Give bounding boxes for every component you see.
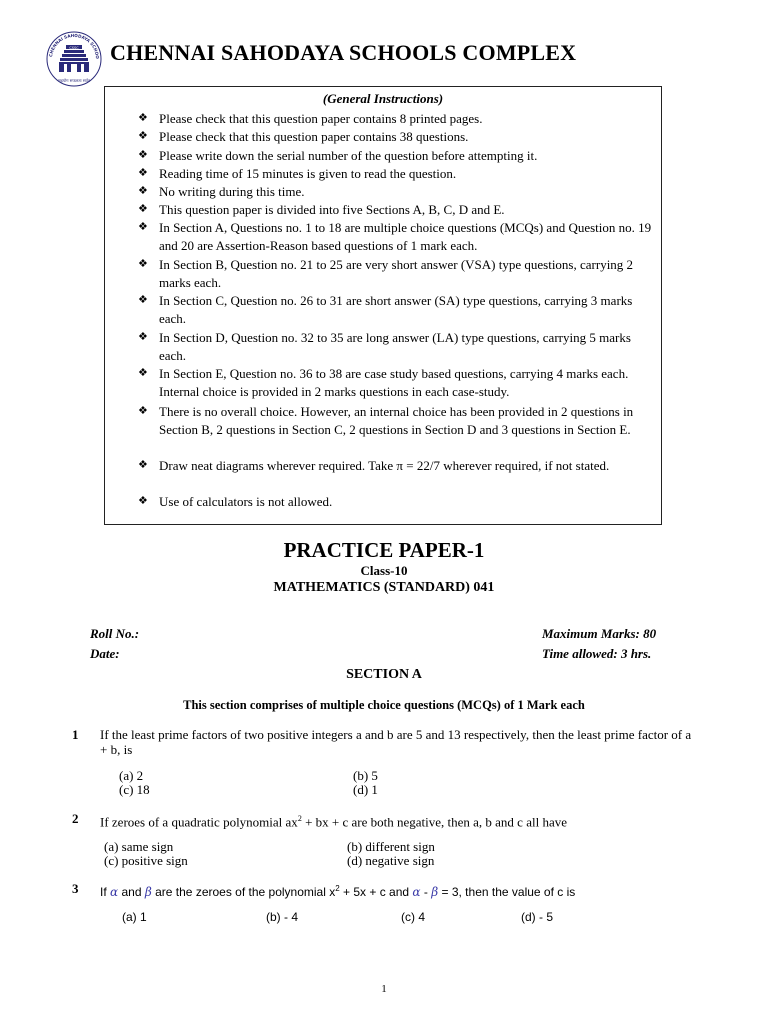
instruction-item: ❖ No writing during this time. bbox=[138, 184, 305, 199]
time-allowed: Time allowed: 3 hrs. bbox=[542, 646, 652, 661]
instructions-box bbox=[104, 86, 662, 525]
alpha-symbol: α bbox=[412, 885, 421, 899]
alpha-symbol: α bbox=[110, 885, 119, 899]
svg-text:CHENNAI SAHODAYA SCHOOLS COMPL: CHENNAI SAHODAYA SCHOO bbox=[48, 32, 101, 60]
option-a: (a) same sign bbox=[104, 839, 174, 854]
bullet-icon: ❖ bbox=[138, 405, 148, 417]
school-logo bbox=[44, 29, 104, 89]
option-c: (c) positive sign bbox=[104, 853, 188, 868]
instruction-item: ❖ Reading time of 15 minutes is given to read the question. bbox=[138, 166, 457, 181]
bullet-icon: ❖ bbox=[138, 203, 148, 215]
instruction-item: ❖ In Section A, Questions no. 1 to 18 are multiple choice questions (MCQs) and Question no. 19 and 20 are Assertion-Reason based questions of 1 mark each. bbox=[138, 220, 652, 253]
option-d: (d) - 5 bbox=[521, 910, 554, 924]
option-b: (b) 5 bbox=[353, 768, 378, 783]
section-description: This section comprises of multiple choice questions (MCQs) of 1 Mark each bbox=[183, 698, 585, 712]
instructions-heading: (General Instructions) bbox=[322, 91, 444, 106]
instruction-item: ❖ In Section C, Question no. 26 to 31 are short answer (SA) type questions, carrying 3 marks each. bbox=[138, 293, 633, 326]
svg-text:सहयोग सफलता सर्वत्र: सहयोग सफलता सर्वत्र bbox=[58, 78, 90, 83]
bullet-icon: ❖ bbox=[138, 149, 148, 161]
instruction-item: ❖ There is no overall choice. However, an internal choice has been provided in 2 questions in Section B, 2 questions in Section C, 2 questions in Section D and 3 questions in Section E. bbox=[138, 404, 634, 437]
bullet-icon: ❖ bbox=[138, 112, 148, 124]
option-c: (c) 18 bbox=[119, 782, 150, 797]
option-a: (a) 1 bbox=[122, 910, 147, 924]
bullet-icon: ❖ bbox=[138, 495, 148, 507]
paper-title: PRACTICE PAPER-1 bbox=[283, 538, 485, 562]
beta-symbol: β bbox=[431, 885, 439, 899]
max-marks: Maximum Marks: 80 bbox=[542, 626, 657, 641]
beta-symbol: β bbox=[144, 885, 152, 899]
question-text: If zeroes of a quadratic polynomial $ax^2$ + bx + c are both negative, then a, b and c all have bbox=[100, 814, 567, 830]
bullet-icon: ❖ bbox=[138, 167, 148, 179]
section-title: SECTION A bbox=[346, 667, 422, 682]
instruction-item: ❖ In Section D, Question no. 32 to 35 are long answer (LA) type questions, carrying 5 marks each. bbox=[138, 330, 631, 363]
question-text: If the least prime factors of two positive integers a and b are 5 and 13 respectively, then the least prime factor of a + b, is bbox=[100, 727, 692, 757]
option-a: (a) 2 bbox=[119, 768, 144, 783]
option-b: (b) different sign bbox=[347, 839, 435, 854]
svg-text:CSSC: CSSC bbox=[69, 46, 79, 50]
option-d: (d) 1 bbox=[353, 782, 378, 797]
instruction-item: ❖ Use of calculators is not allowed. bbox=[138, 494, 333, 509]
option-b: (b) - 4 bbox=[266, 910, 299, 924]
instruction-item: ❖ Draw neat diagrams wherever required. Take π = 22/7 wherever required, if not stated. bbox=[138, 458, 610, 473]
instruction-item: ❖ Please write down the serial number of the question before attempting it. bbox=[138, 148, 538, 163]
instruction-item: ❖ Please check that this question paper contains 38 questions. bbox=[138, 129, 469, 144]
question-number: 3 bbox=[72, 881, 79, 896]
bullet-icon: ❖ bbox=[138, 459, 148, 471]
bullet-icon: ❖ bbox=[138, 221, 148, 233]
instruction-item: ❖ In Section E, Question no. 36 to 38 are case study based questions, carrying 4 marks each. Internal choice is provided in 2 marks questions in each case-study. bbox=[138, 366, 629, 399]
bullet-icon: ❖ bbox=[138, 258, 148, 270]
school-name: CHENNAI SAHODAYA SCHOOLS COMPLEX bbox=[110, 40, 577, 65]
instruction-item: ❖ This question paper is divided into five Sections A, B, C, D and E. bbox=[138, 202, 505, 217]
option-d: (d) negative sign bbox=[347, 853, 435, 868]
question-number: 2 bbox=[72, 811, 79, 826]
date-label: Date: bbox=[90, 646, 120, 661]
paper-subject: MATHEMATICS (STANDARD) 041 bbox=[273, 580, 495, 595]
paper-class: Class-10 bbox=[360, 563, 408, 578]
bullet-icon: ❖ bbox=[138, 130, 148, 142]
bullet-icon: ❖ bbox=[138, 185, 148, 197]
bullet-icon: ❖ bbox=[138, 331, 148, 343]
instruction-item: ❖ In Section B, Question no. 21 to 25 are very short answer (VSA) type questions, carrying 2 marks each. bbox=[138, 257, 634, 290]
option-c: (c) 4 bbox=[401, 910, 425, 924]
roll-no-label: Roll No.: bbox=[90, 626, 140, 641]
question-text: If α and β are the zeroes of the polynomial $x^2 + 5x + c$ and α - β = 3, then the value of c is bbox=[100, 884, 576, 899]
bullet-icon: ❖ bbox=[138, 294, 148, 306]
page-number: 1 bbox=[381, 983, 387, 995]
instruction-item: ❖ Please check that this question paper contains 8 printed pages. bbox=[138, 111, 483, 126]
question-number: 1 bbox=[72, 727, 79, 742]
bullet-icon: ❖ bbox=[138, 367, 148, 379]
